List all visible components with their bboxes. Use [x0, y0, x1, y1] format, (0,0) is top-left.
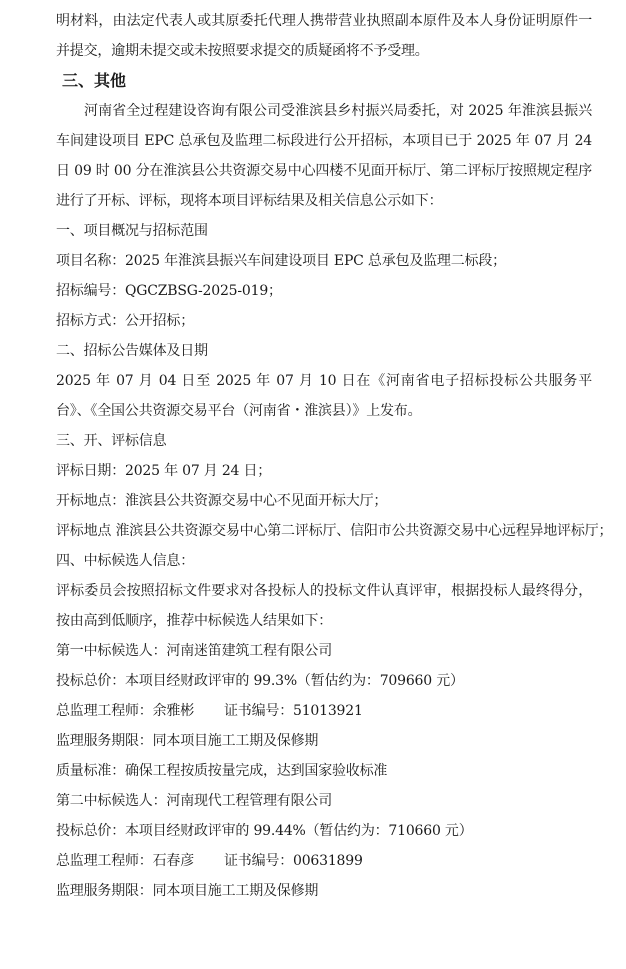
- first-candidate-price: 投标总价：本项目经财政评审的 99.3%（暂估约为：709660 元）: [56, 673, 464, 689]
- candidates-intro: 评标委员会按照招标文件要求对各投标人的投标文件认真评审，根据投标人最终得分，按由高到低顺序，推荐中标候选人结果如下：: [56, 583, 592, 629]
- second-candidate-period: 监理服务期限：同本项目施工工期及保修期: [56, 883, 319, 899]
- document-page: [56, 6, 613, 906]
- section-title: 三、其他: [62, 71, 127, 90]
- evaluation-heading: 三、开、评标信息: [56, 433, 167, 449]
- second-candidate-engineer-row: [56, 846, 592, 876]
- project-name: 项目名称：2025 年淮滨县振兴车间建设项目 EPC 总承包及监理二标段；: [56, 253, 506, 269]
- opening-place: 开标地点：淮滨县公共资源交易中心不见面开标大厅；: [56, 493, 388, 509]
- second-candidate-engineer: 总监理工程师：石春彦: [56, 853, 194, 869]
- evaluation-date: 评标日期：2025 年 07 月 24 日；: [56, 463, 272, 479]
- first-candidate-cert: 证书编号：51013921: [224, 703, 363, 719]
- media-heading: 二、招标公告媒体及日期: [56, 343, 208, 359]
- evaluation-place: 评标地点 淮滨县公共资源交易中心第二评标厅、信阳市公共资源交易中心远程异地评标厅；: [56, 523, 613, 539]
- overview-heading: 一、项目概况与招标范围: [56, 223, 208, 239]
- candidates-heading: 四、中标候选人信息：: [56, 553, 194, 569]
- first-candidate-period: 监理服务期限：同本项目施工工期及保修期: [56, 733, 319, 749]
- first-candidate-name: 第一中标候选人：河南迷笛建筑工程有限公司: [56, 643, 332, 659]
- intro-continuation: 明材料，由法定代表人或其原委托代理人携带营业执照副本原件及本人身份证明原件一并提交，逾期未提交或未按照要求提交的质疑函将不予受理。: [56, 13, 592, 59]
- first-candidate-engineer-row: [56, 696, 592, 726]
- first-candidate-engineer: 总监理工程师：余雅彬: [56, 703, 194, 719]
- first-candidate-quality: 质量标准：确保工程按质按量完成，达到国家验收标准: [56, 763, 388, 779]
- second-candidate-cert: 证书编号：00631899: [224, 853, 363, 869]
- second-candidate-price: 投标总价：本项目经财政评审的 99.44%（暂估约为：710660 元）: [56, 823, 473, 839]
- announcement-paragraph: 河南省全过程建设咨询有限公司受淮滨县乡村振兴局委托，对 2025 年淮滨县振兴车间建设项目 EPC 总承包及监理二标段进行公开招标，本项目已于 2025 年 07 月 24 日 09 时 00 分在淮滨县公共资源交易中心四楼不见面开标厅、第二评标厅按照规定程序进行了开标、评标，现将本项目评标结果及相关信息公示如下：: [56, 103, 592, 209]
- media-text: 2025 年 07 月 04 日至 2025 年 07 月 10 日在《河南省电子招标投标公共服务平台》、《全国公共资源交易平台（河南省・淮滨县）》上发布。: [56, 373, 592, 419]
- second-candidate-name: 第二中标候选人：河南现代工程管理有限公司: [56, 793, 332, 809]
- tender-number: 招标编号：QGCZBSG-2025-019；: [56, 283, 282, 299]
- tender-method: 招标方式：公开招标；: [56, 313, 194, 329]
